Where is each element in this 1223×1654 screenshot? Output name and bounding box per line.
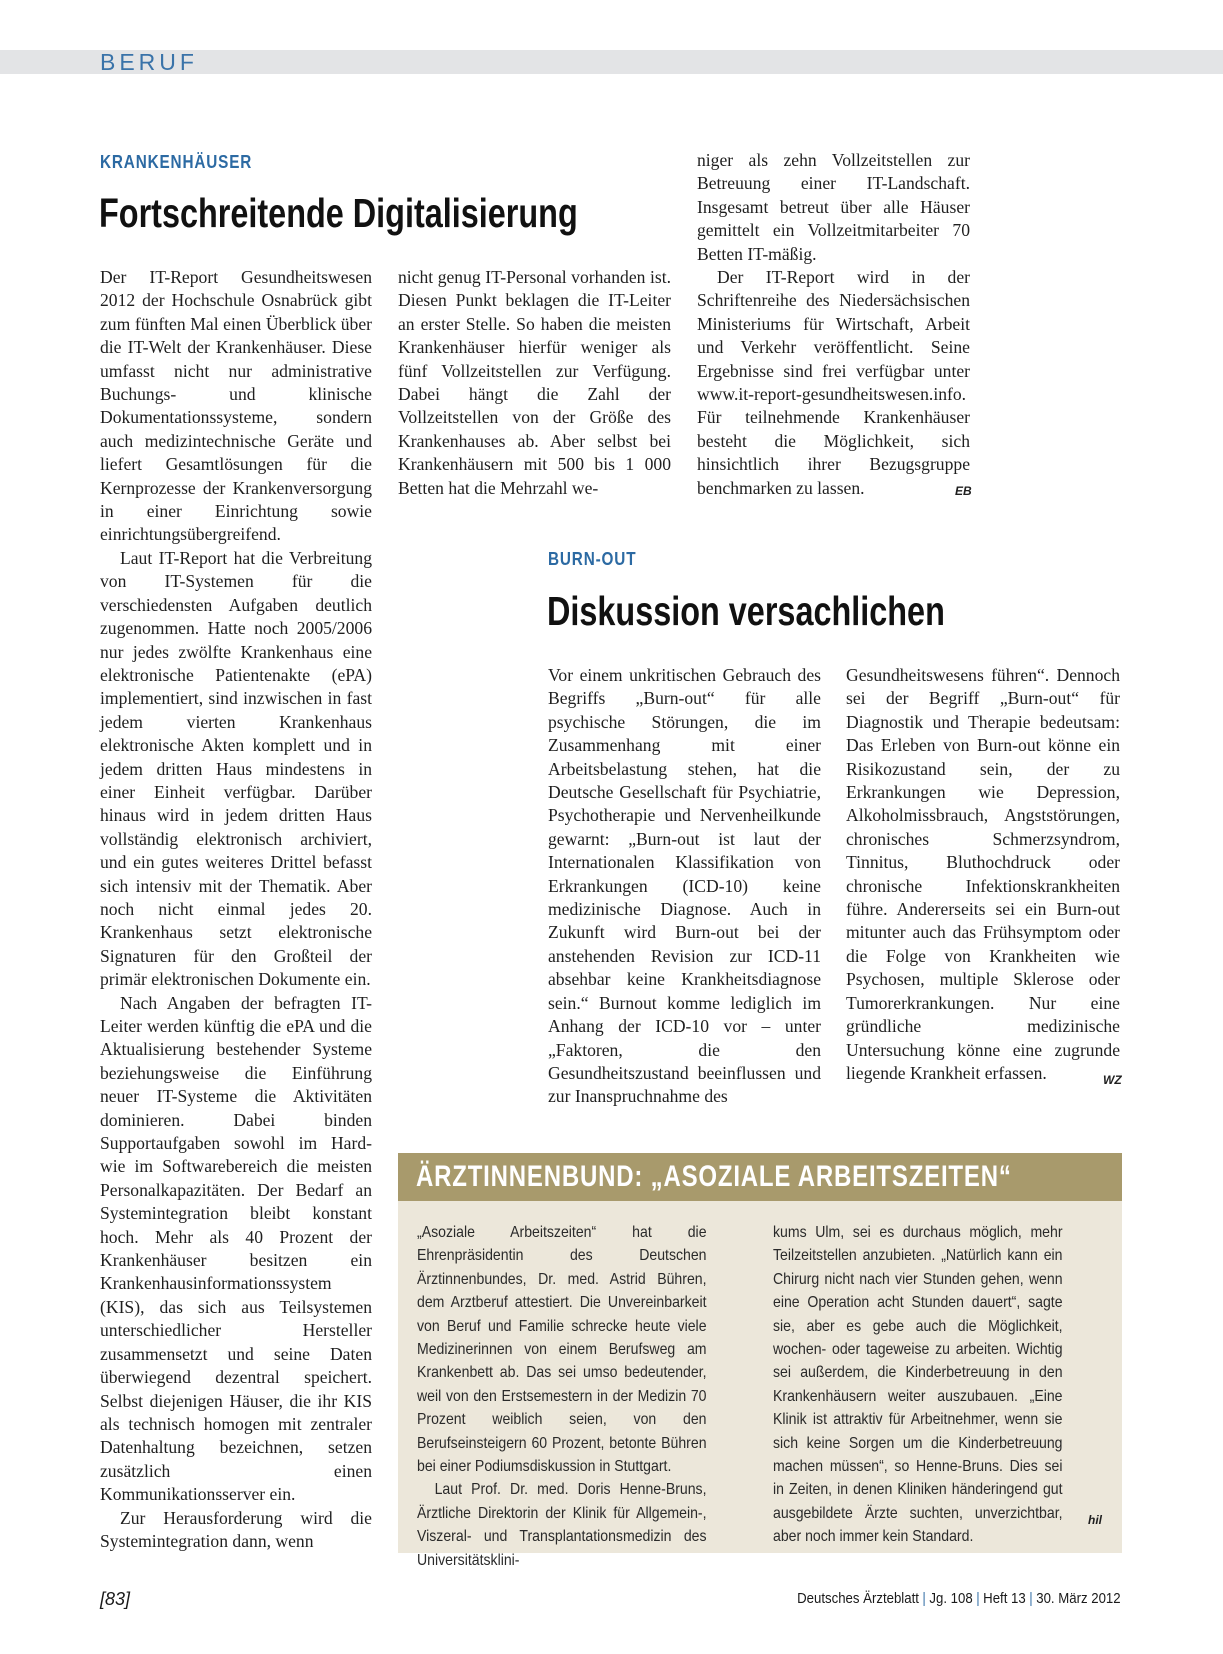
issue-date: 30. März 2012	[1036, 1590, 1121, 1607]
paragraph: niger als zehn Vollzeitstellen zur Betreuung einer IT-Landschaft. Insgesamt betreut über alle Häuser gemittelt ein Vollzeitmitarbeiter 70 Betten IT-mäßig.	[697, 150, 970, 264]
article1-column-1	[100, 266, 372, 1553]
info-box-column-2	[773, 1221, 1063, 1549]
article1-column-2	[398, 266, 671, 500]
paragraph: „Asoziale Arbeitszeiten“ hat die Ehrenpräsidentin des Deutschen Ärztinnenbundes, Dr. med. Astrid Bühren, dem Arztberuf attestiert. Die Unvereinbarkeit von Beruf und Familie schrecke heute viele Medizinerinnen von einem Berufsweg am Krankenbett ab. Das sei umso bedeutender, weil von den Erstsemestern in der Medizin 70 Prozent weiblich seien, von den Berufseinsteigern 60 Prozent, betonte Bühren bei einer Podiumsdiskussion in Stuttgart.	[417, 1224, 707, 1476]
paragraph: Nach Angaben der befragten IT-Leiter werden künftig die ePA und die Aktualisierung bestehender Systeme beziehungsweise die Einführung neuer IT-Systeme die Aktivitäten dominieren. Dabei binden Supportaufgaben sowohl im Hard- wie im Softwarebereich die meisten Personalkapazitäten. Der Bedarf an Systemintegration bleibt konstant hoch. Mehr als 40 Prozent der Krankenhäuser besitzen ein Krankenhausinformationssystem (KIS), das sich aus Teilsystemen unterschiedlicher Hersteller zusammensetzt und seine Daten überwiegend dezentral speichert. Selbst diejenigen Häuser, die ihr KIS als technisch homogen mit zentraler Datenhaltung bezeichnen, setzen zusätzlich einen Kommunikationsserver ein.	[100, 992, 372, 1505]
footer-info	[798, 1590, 1121, 1607]
article1-author: EB	[955, 484, 972, 498]
separator: |	[1029, 1590, 1034, 1607]
volume: Jg. 108	[929, 1590, 974, 1607]
paragraph: Zur Herausforderung wird die Systemintegration dann, wenn	[100, 1507, 372, 1551]
paragraph: Gesundheitswesens führen“. Dennoch sei der Begriff „Burn-out“ für Diagnostik und Therapie bedeutsam: Das Erleben von Burn-out könne ein Risikozustand sein, der zu Erkrankungen wie Depression, Alkoholmissbrauch, Angststörungen, chronisches Schmerzsyndrom, Tinnitus, Bluthochdruck oder chronische Infektionskrankheiten führe. Andererseits sei ein Burn-out mitunter auch das Frühsymptom oder die Folge von Krankheiten wie Psychosen, multiple Sklerose oder Tumorerkrankungen. Nur eine gründliche medizinische Untersuchung könne eine zugrunde liegende Krankheit erfassen.	[846, 665, 1120, 1083]
paragraph: nicht genug IT-Personal vorhanden ist. Diesen Punkt beklagen die IT-Leiter an erster Stelle. So haben die meisten Krankenhäuser hierfür weniger als fünf Vollzeitstellen zur Verfügung. Dabei hängt die Zahl der Vollzeitstellen von der Größe des Krankenhauses ab. Aber selbst bei Krankenhäusern mit 500 bis 1 000 Betten hat die Mehrzahl we-	[398, 267, 671, 498]
separator: |	[976, 1590, 981, 1607]
article2-column-2	[846, 664, 1120, 1085]
article1-column-3	[697, 149, 970, 500]
section-label: BERUF	[100, 49, 198, 75]
article1-kicker: KRANKENHÄUSER	[100, 152, 253, 172]
page-number: [83]	[100, 1589, 131, 1609]
info-box-author: hil	[1088, 1513, 1102, 1527]
article2-column-1	[548, 664, 821, 1109]
info-box-title: ÄRZTINNENBUND: „ASOZIALE ARBEITSZEITEN“	[416, 1160, 1012, 1193]
separator: |	[922, 1590, 927, 1607]
issue: Heft 13	[983, 1590, 1027, 1607]
info-box-column-1	[417, 1221, 707, 1572]
paragraph: Laut IT-Report hat die Verbreitung von IT-Systemen für die verschiedensten Aufgaben deutlich zugenommen. Hatte noch 2005/2006 nur jedes zwölfte Krankenhaus eine elektronische Patientenakte (ePA) implementiert, sind inzwischen in fast jedem vierten Krankenhaus elektronische Akten komplett und in jedem dritten Haus mindestens in einer Einheit verfügbar. Darüber hinaus wird in jedem dritten Haus vollständig elektronisch archiviert, und ein gutes weiteres Drittel befasst sich intensiv mit der Thematik. Aber noch nicht einmal jedes 20. Krankenhaus setzt elektronische Signaturen für den Großteil der primär elektronischen Dokumente ein.	[100, 547, 372, 990]
article1-title: Fortschreitende Digitalisierung	[99, 190, 578, 236]
paragraph: Der IT-Report Gesundheitswesen 2012 der Hochschule Osnabrück gibt zum fünften Mal einen Überblick über die IT-Welt der Krankenhäuser. Diese umfasst nicht nur administrative Buchungs- und klinische Dokumentationssysteme, sondern auch medizintechnische Geräte und liefert Gesamtlösungen für die Kernprozesse der Krankenversorgung in einer Einrichtung sowie einrichtungsübergreifend.	[100, 267, 372, 545]
journal-name: Deutsches Ärzteblatt	[797, 1590, 920, 1607]
paragraph: Laut Prof. Dr. med. Doris Henne-Bruns, Ärztliche Direktorin der Klinik für Allgemein-, Viszeral- und Transplantationsmedizin des Universitätsklini-	[417, 1481, 707, 1569]
article2-author: WZ	[1103, 1073, 1122, 1087]
article2-title: Diskussion versachlichen	[547, 588, 945, 634]
paragraph: Vor einem unkritischen Gebrauch des Begriffs „Burn-out“ für alle psychische Störungen, die im Zusammenhang mit einer Arbeitsbelastung stehen, hat die Deutsche Gesellschaft für Psychiatrie, Psychotherapie und Nervenheilkunde gewarnt: „Burn-out ist laut der Internationalen Klassifikation von Erkrankungen (ICD-10) keine medizinische Diagnose. Auch in Zukunft wird Burn-out bei der anstehenden Revision zur ICD-11 absehbar keine Krankheitsdiagnose sein.“ Burnout komme lediglich im Anhang der ICD-10 vor – unter „Faktoren, die den Gesundheitszustand beeinflussen und zur Inanspruchnahme des	[548, 665, 821, 1107]
paragraph: kums Ulm, sei es durchaus möglich, mehr Teilzeitstellen anzubieten. „Natürlich kann ein Chirurg nicht nach vier Stunden gehen, wenn eine Operation acht Stunden dauert“, sagte sie, aber es gebe auch die Möglichkeit, wochen- oder tageweise zu arbeiten. Wichtig sei außerdem, die Kinderbetreuung in den Krankenhäusern weiter auszubauen. „Eine Klinik ist attraktiv für Arbeitnehmer, wenn sie sich keine Sorgen um die Kinderbetreuung machen müssen“, so Henne-Bruns. Dies sei in Zeiten, in denen Kliniken händeringend gut ausgebildete Ärzte suchten, unverzichtbar, aber noch immer kein Standard.	[773, 1224, 1063, 1546]
paragraph: Der IT-Report wird in der Schriftenreihe des Niedersächsischen Ministeriums für Wirtschaft, Arbeit und Verkehr veröffentlicht. Seine Ergebnisse sind frei verfügbar unter www.it-report-gesundheitswesen.info. Für teilnehmende Krankenhäuser besteht die Möglichkeit, sich hinsichtlich ihrer Bezugsgruppe benchmarken zu lassen.	[697, 267, 970, 498]
article2-kicker: BURN-OUT	[548, 549, 637, 569]
